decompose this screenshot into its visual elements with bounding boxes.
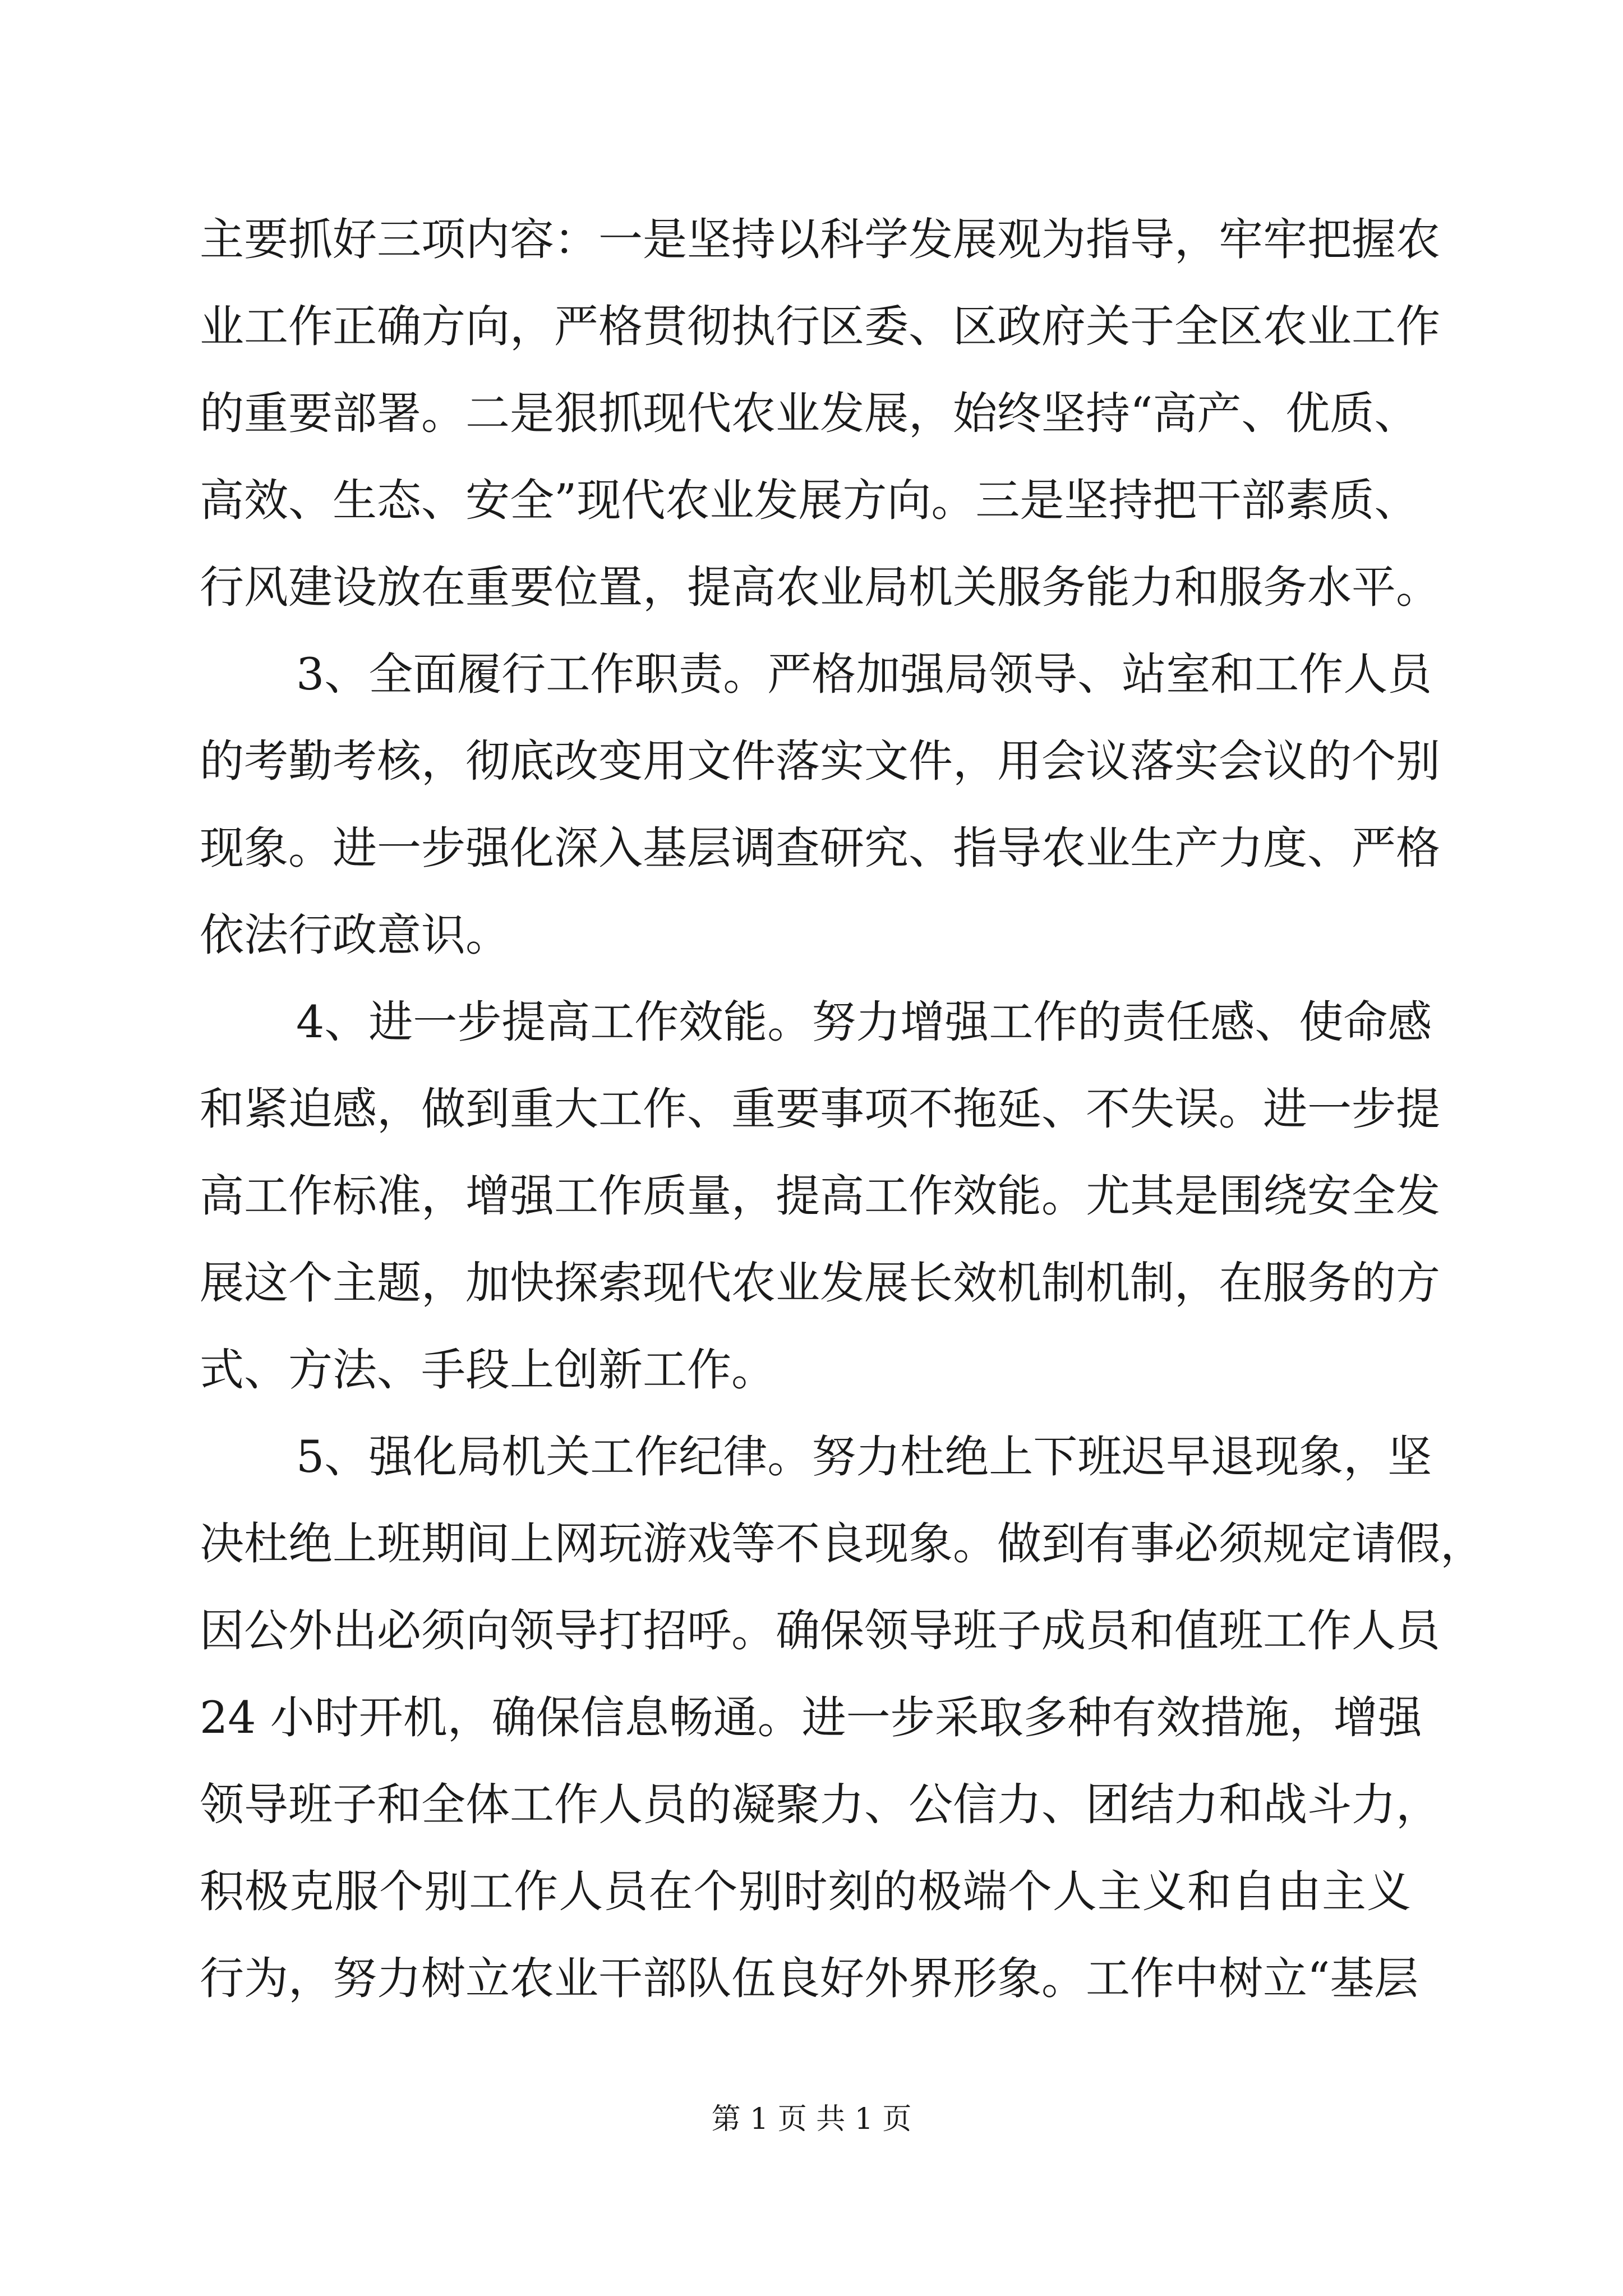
text-line: 因公外出必须向领导打招呼。确保领导班子成员和值班工作人员 xyxy=(200,1605,1440,1657)
text-line: 业工作正确方向，严格贯彻执行区委、区政府关于全区农业工作 xyxy=(200,301,1440,352)
text-line: 的重要部署。二是狠抓现代农业发展，始终坚持“高产、优质、 xyxy=(200,388,1419,439)
paragraph-5-first-line: 5、强化局机关工作纪律。努力杜绝上下班迟早退现象，坚 xyxy=(296,1431,1432,1483)
text-line: 展这个主题，加快探索现代农业发展长效机制机制，在服务的方 xyxy=(200,1257,1440,1309)
text-line: 的考勤考核，彻底改变用文件落实文件，用会议落实会议的个别 xyxy=(200,735,1440,787)
text-line: 积极克服个别工作人员在个别时刻的极端个人主义和自由主义 xyxy=(200,1866,1411,1917)
document-body xyxy=(200,196,1484,2022)
text-line: 依法行政意识。 xyxy=(200,909,510,961)
text-line: 24 小时开机，确保信息畅通。进一步采取多种有效措施，增强 xyxy=(200,1692,1422,1743)
text-line: 高工作标准，增强工作质量，提高工作效能。尤其是围绕安全发 xyxy=(200,1170,1440,1222)
text-line: 式、方法、手段上创新工作。 xyxy=(200,1344,776,1396)
paragraph-3-first-line: 3、全面履行工作职责。严格加强局领导、站室和工作人员 xyxy=(296,648,1432,700)
text-line: 领导班子和全体工作人员的凝聚力、公信力、团结力和战斗力， xyxy=(200,1779,1440,1830)
text-line: 决杜绝上班期间上网玩游戏等不良现象。做到有事必须规定请假， xyxy=(200,1518,1484,1570)
text-line: 高效、生态、安全”现代农业发展方向。三是坚持把干部素质、 xyxy=(200,475,1419,526)
text-line: 主要抓好三项内容：一是坚持以科学发展观为指导，牢牢把握农 xyxy=(200,214,1440,265)
text-line: 和紧迫感，做到重大工作、重要事项不拖延、不失误。进一步提 xyxy=(200,1083,1440,1135)
paragraph-4-first-line: 4、进一步提高工作效能。努力增强工作的责任感、使命感 xyxy=(296,996,1432,1048)
text-line: 现象。进一步强化深入基层调查研究、指导农业生产力度、严格 xyxy=(200,822,1440,874)
page-number-footer: 第 1 页 共 1 页 xyxy=(711,2102,912,2136)
text-line: 行为，努力树立农业干部队伍良好外界形象。工作中树立“基层 xyxy=(200,1953,1419,2004)
text-line: 行风建设放在重要位置，提高农业局机关服务能力和服务水平。 xyxy=(200,562,1440,613)
